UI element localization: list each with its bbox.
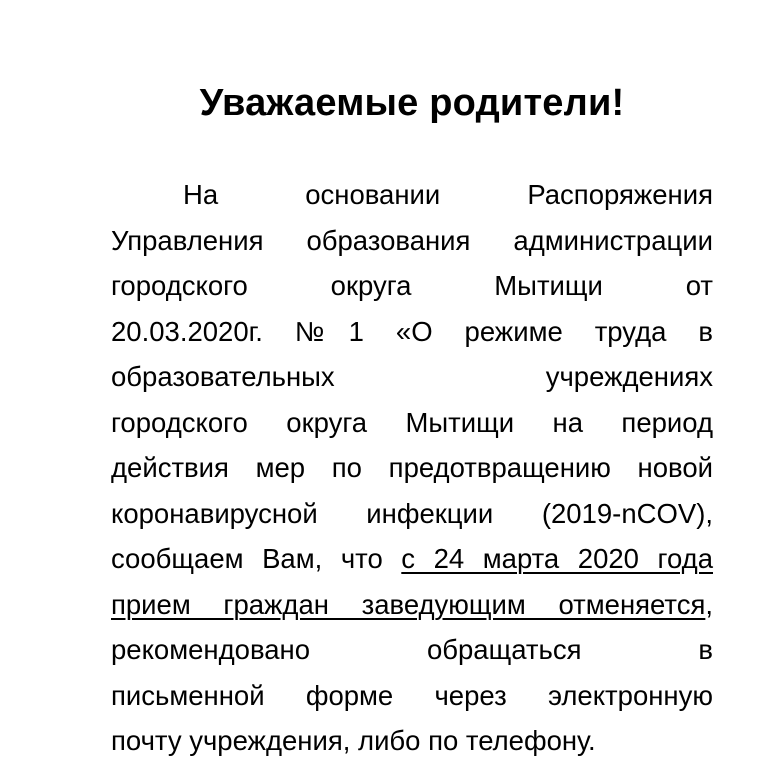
underlined-date: с 24 марта 2020 года (401, 543, 713, 574)
paragraph-line: образовательных учреждениях (111, 361, 713, 392)
paragraph-line (111, 536, 713, 582)
paragraph-line: письменной форме через электронную (111, 679, 713, 711)
line-text: , (705, 588, 713, 620)
paragraph-line: На основании Распоряжения (183, 179, 713, 210)
underlined-notice: прием граждан заведующим отменяется (111, 588, 706, 620)
paragraph-line: городского округа Мытищи от (111, 270, 713, 301)
paragraph-line: 20.03.2020г. №1 «О режиме труда в (111, 315, 713, 347)
paragraph-line: Управления образования администрации (111, 224, 713, 256)
paragraph-line: почту учреждения, либо по телефону. (111, 725, 596, 756)
paragraph-line: действия мер по предотвращению новой (111, 452, 713, 483)
paragraph-line: рекомендовано обращаться в (111, 634, 713, 665)
paragraph-line (111, 582, 713, 628)
paragraph-line: городского округа Мытищи на период (111, 406, 713, 438)
paragraph-line: коронавирусной инфекции (2019-nCOV), (111, 497, 713, 529)
page-title: Уважаемые родители! (199, 82, 625, 124)
notice-paragraph (111, 172, 713, 764)
line-text: сообщаем Вам, что (111, 543, 402, 574)
